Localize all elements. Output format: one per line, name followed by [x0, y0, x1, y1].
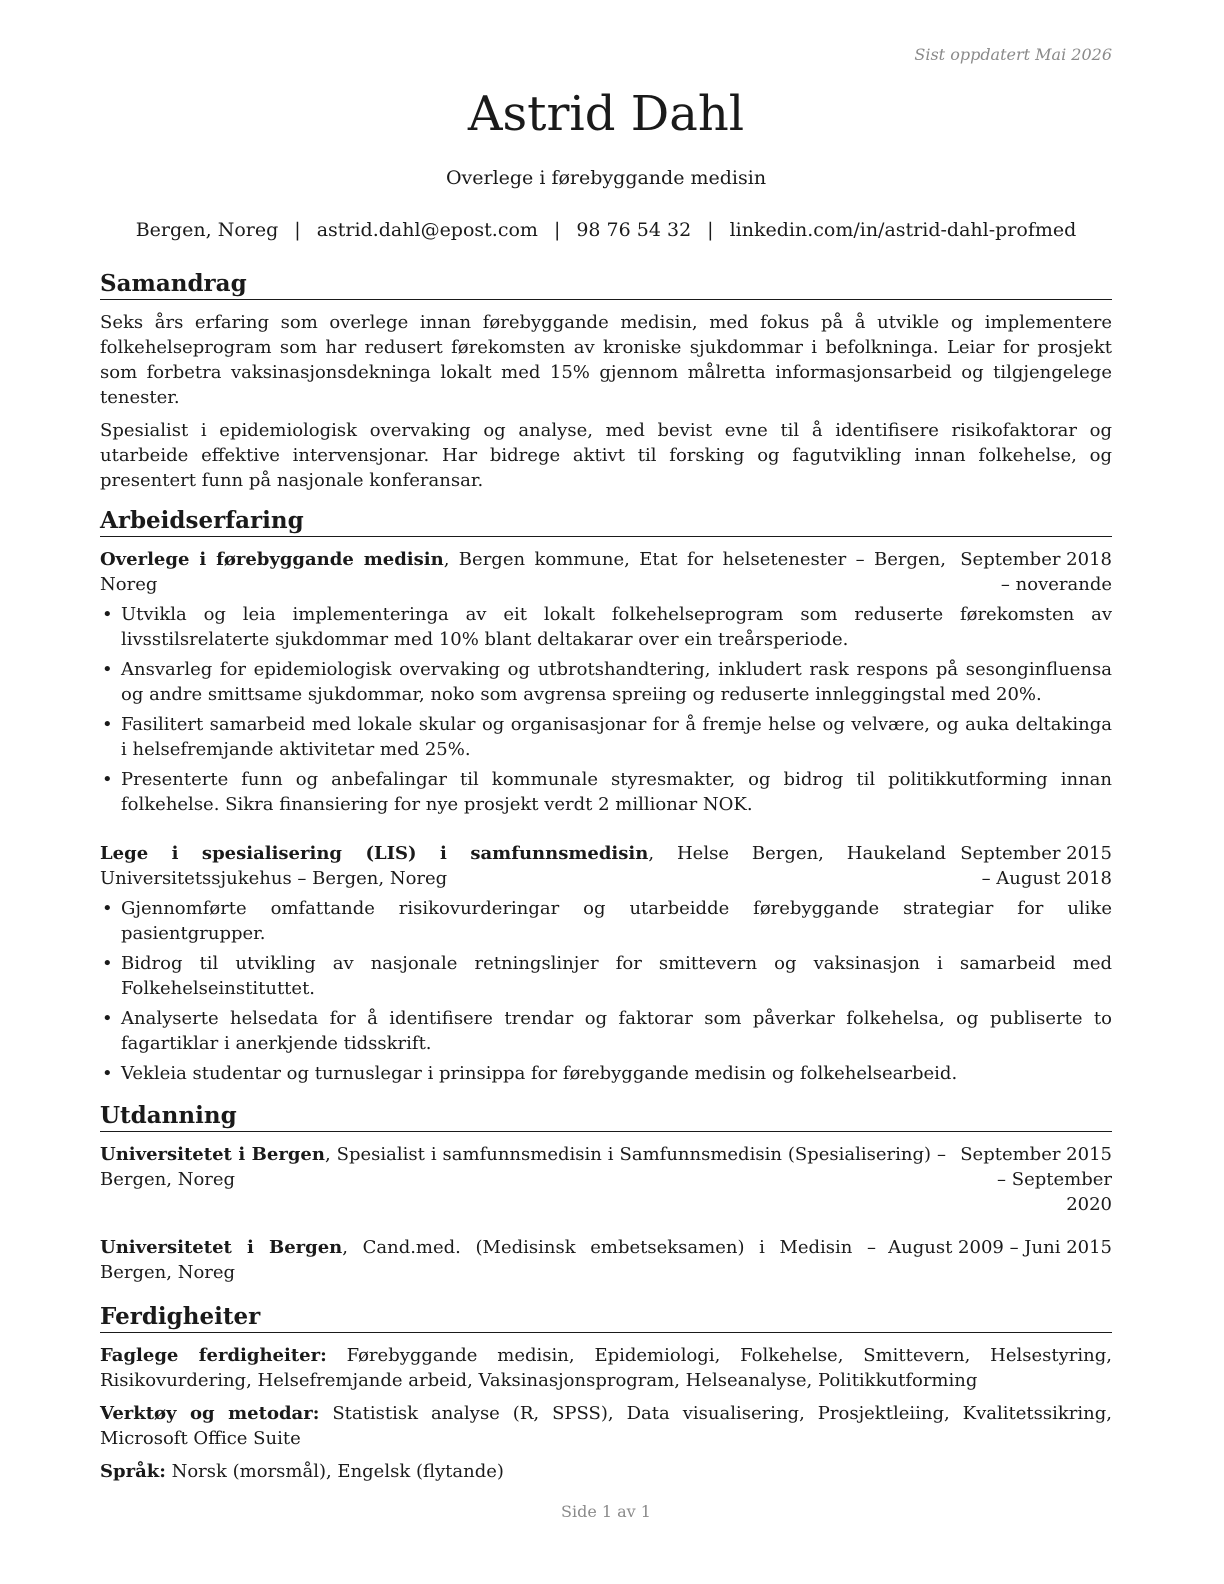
education-line	[100, 1235, 876, 1285]
education-entry	[100, 1235, 1112, 1285]
education-school: Universitetet i Bergen	[100, 1144, 325, 1165]
list-item: • Analyserte helsedata for å identifisere trendar og faktorar som påverkar folkehelsa, og publiserte to fagartiklar i anerkjende tidsskrift.	[100, 1006, 1112, 1056]
contact-location: Bergen, Noreg	[135, 219, 279, 241]
contact-email[interactable]: astrid.dahl@epost.com	[316, 219, 538, 241]
job-role: Lege i spesialisering (LIS) i samfunnsmedisin	[100, 843, 649, 864]
summary-paragraph: Spesialist i epidemiologisk overvaking og analyse, med bevist evne til å identifisere risikofaktorar og utarbeide effektive intervensjonar. Har bidrege aktivt til forsking og fagutvikling innan folkehelse, og presentert funn på nasjonale konferansar.	[100, 420, 1112, 491]
contact-linkedin[interactable]: linkedin.com/in/astrid-dahl-profmed	[729, 219, 1077, 241]
job-entry	[100, 547, 1112, 817]
skill-text: Norsk (morsmål), Engelsk (flytande)	[165, 1461, 504, 1482]
education-dates: August 2009 – Juni 2015	[888, 1237, 1112, 1258]
skill-text: Statistisk analyse (R, SPSS), Data visualisering, Prosjektleiing, Kvalitetssikring, Microsoft Office Suite	[100, 1403, 1112, 1449]
section-heading-education: Utdanning	[100, 1102, 1112, 1132]
list-item: • Utvikla og leia implementeringa av eit lokalt folkehelseprogram som reduserte førekomsten av livsstilsrelaterte sjukdommar med 10% blant deltakarar over ein treårsperiode.	[100, 602, 1112, 652]
education-detail: , Spesialist i samfunnsmedisin i Samfunnsmedisin (Spesialisering) – Bergen, Noreg	[100, 1144, 947, 1190]
contact-separator: |	[707, 219, 714, 241]
job-role-line	[100, 547, 946, 597]
section-heading-experience: Arbeidserfaring	[100, 507, 1112, 537]
list-item: • Ansvarleg for epidemiologisk overvaking og utbrotshandtering, inkludert rask respons på sesonginfluensa og andre smittsame sjukdommar, noko som avgrensa spreiing og reduserte innleggingstal med 20%.	[100, 657, 1112, 707]
contact-phone: 98 76 54 32	[576, 219, 692, 241]
list-item: • Fasilitert samarbeid med lokale skular og organisasjonar for å fremje helse og velvære, og auka deltakinga i helsefremjande aktivitetar med 25%.	[100, 712, 1112, 762]
candidate-title: Overlege i førebyggande medisin	[445, 167, 767, 189]
skill-row	[100, 1401, 1112, 1451]
job-org: , Helse Bergen, Haukeland Universitetssjukehus – Bergen, Noreg	[100, 843, 946, 889]
last-updated: Sist oppdatert Mai 2026	[914, 45, 1112, 64]
education-detail: , Cand.med. (Medisinsk embetseksamen) i Medisin – Bergen, Noreg	[100, 1237, 876, 1283]
list-item: • Vekleia studentar og turnuslegar i prinsippa for førebyggande medisin og folkehelsearbeid.	[100, 1061, 1112, 1086]
skill-label: Faglege ferdigheiter:	[100, 1345, 327, 1366]
summary-paragraph: Seks års erfaring som overlege innan førebyggande medisin, med fokus på å utvikle og implementere folkehelseprogram som har redusert førekomsten av kroniske sjukdommar i befolkninga. Leiar for prosjekt som forbetra vaksinasjonsdekninga lokalt med 15% gjennom målretta informasjonsarbeid og tilgjengelege tenester.	[100, 312, 1112, 408]
education-entry	[100, 1142, 1112, 1217]
list-item: • Presenterte funn og anbefalingar til kommunale styresmakter, og bidrog til politikkutforming innan folkehelse. Sikra finansiering for nye prosjekt verdt 2 millionar NOK.	[100, 767, 1112, 817]
education-dates: September 2015 – September 2020	[960, 1144, 1112, 1215]
job-role-line	[100, 841, 946, 891]
summary-section	[100, 270, 1112, 493]
section-heading-summary: Samandrag	[100, 270, 1112, 300]
page-footer: Side 1 av 1	[561, 1502, 651, 1521]
job-header	[100, 547, 1112, 597]
list-item: • Gjennomførte omfattande risikovurderingar og utarbeidde førebyggande strategiar for ulike pasientgrupper.	[100, 896, 1112, 946]
job-role: Overlege i førebyggande medisin	[100, 549, 444, 570]
skill-row	[100, 1459, 1112, 1484]
job-dates: September 2018 – noverande	[960, 549, 1112, 595]
skill-row	[100, 1343, 1112, 1393]
section-heading-skills: Ferdigheiter	[100, 1303, 1112, 1333]
job-entry	[100, 841, 1112, 1086]
skill-label: Verktøy og metodar:	[100, 1403, 320, 1424]
education-section	[100, 1102, 1112, 1285]
skill-text: Førebyggande medisin, Epidemiologi, Folkehelse, Smittevern, Helsestyring, Risikovurdering, Helsefremjande arbeid, Vaksinasjonsprogram, Helseanalyse, Politikkutforming	[100, 1345, 1112, 1391]
skills-section	[100, 1303, 1112, 1484]
contact-line	[100, 219, 1112, 241]
candidate-name: Astrid Dahl	[467, 86, 745, 142]
job-bullets	[100, 602, 1112, 817]
resume-page	[100, 0, 1112, 1584]
job-header	[100, 841, 1112, 891]
skill-label: Språk:	[100, 1461, 166, 1482]
job-dates: September 2015 – August 2018	[960, 843, 1112, 889]
job-org: , Bergen kommune, Etat for helsetenester – Bergen, Noreg	[100, 549, 946, 595]
contact-separator: |	[553, 219, 561, 241]
education-school: Universitetet i Bergen	[100, 1237, 343, 1258]
list-item: • Bidrog til utvikling av nasjonale retningslinjer for smittevern og vaksinasjon i samarbeid med Folkehelseinstituttet.	[100, 951, 1112, 1001]
job-bullets	[100, 896, 1112, 1086]
experience-section	[100, 507, 1112, 1086]
resume-content	[100, 270, 1112, 1498]
contact-separator: |	[294, 219, 301, 241]
education-line	[100, 1142, 946, 1192]
